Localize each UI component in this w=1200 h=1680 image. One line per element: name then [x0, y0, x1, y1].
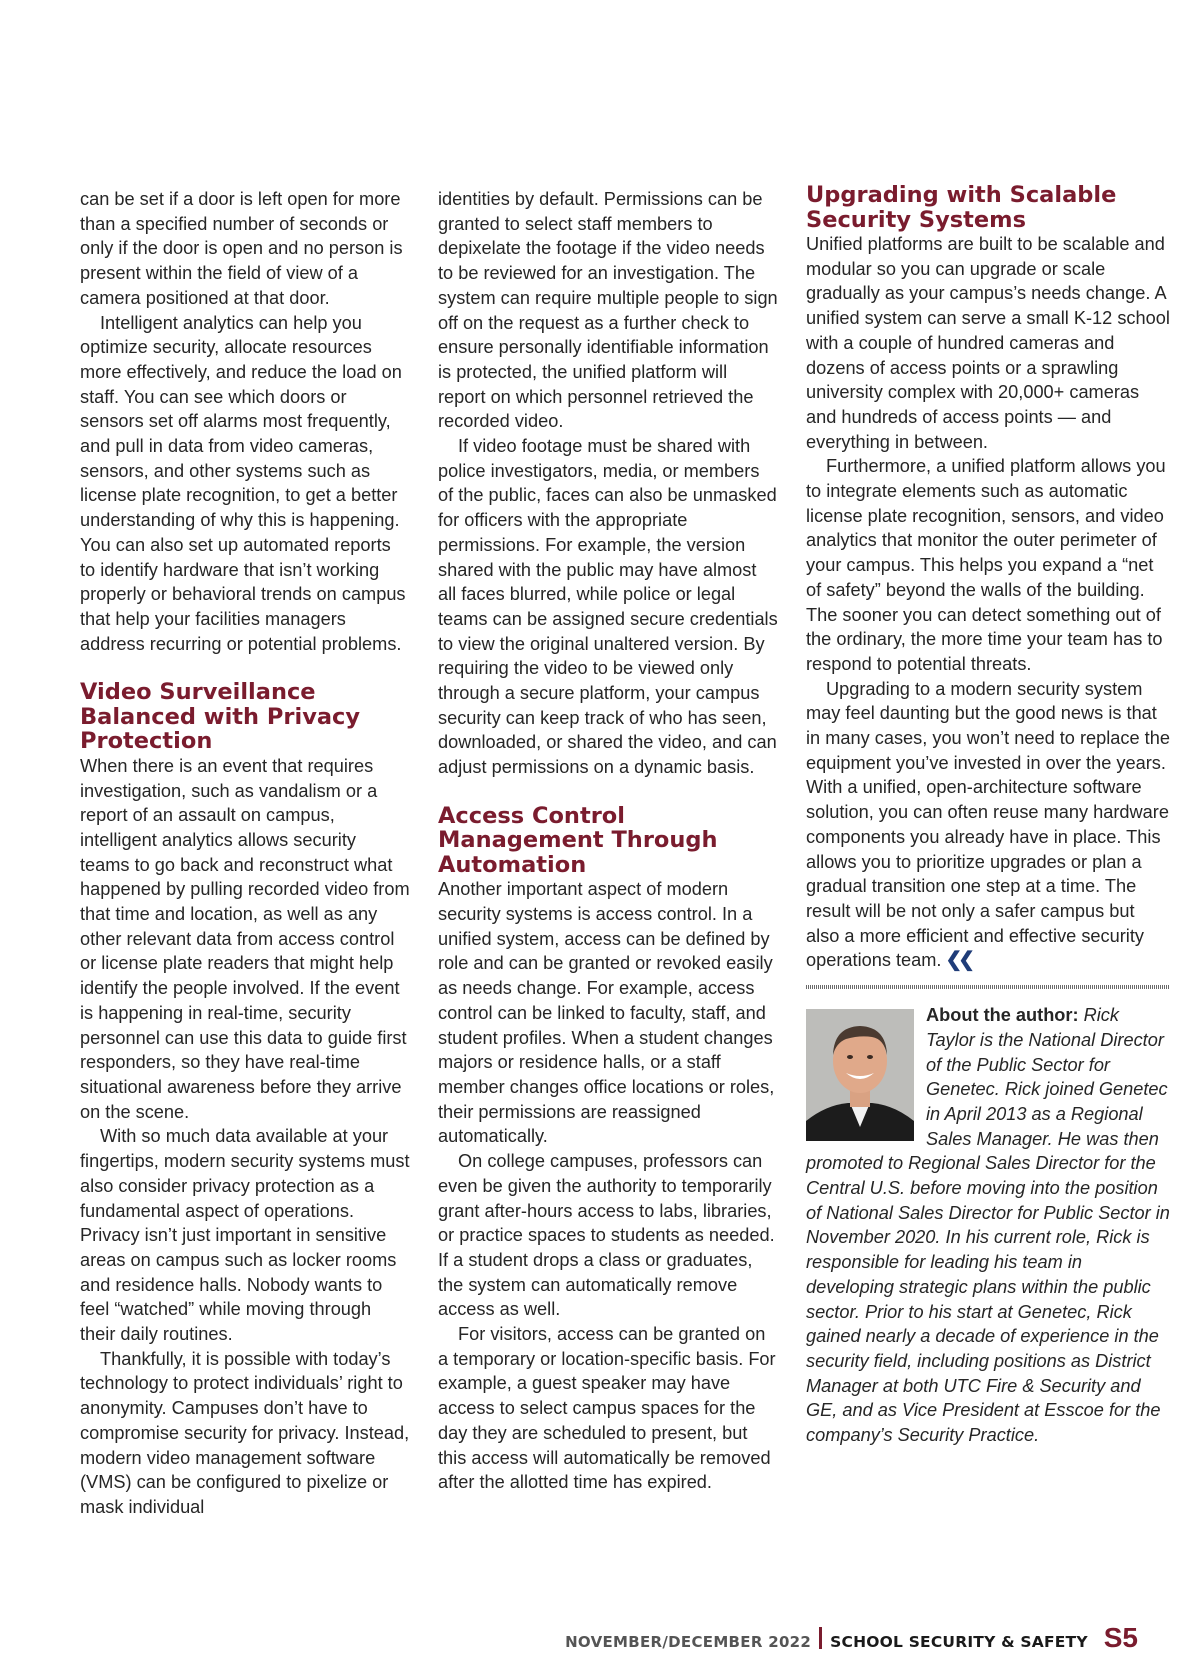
issue-date: NOVEMBER/DECEMBER 2022	[565, 1633, 812, 1651]
body-paragraph-text: Upgrading to a modern security system may feel daunting but the good news is that in many cases, you won’t need to replace the equipment you’ve invested in over the years. With a unified, open-architecture software solution, you can often reuse many hardware components you already have in place. This allows you to prioritize upgrades or plan a gradual transition one step at a time. The result will be not only a safer campus but also a more efficient and effective security operations team.	[806, 678, 1170, 971]
author-portrait-icon	[806, 1009, 914, 1141]
divider	[806, 985, 1170, 989]
article-column-1	[80, 187, 410, 1520]
body-paragraph: Intelligent analytics can help you optimize security, allocate resources more effectively, and reduce the load on staff. You can see which doors or sensors set off alarms most frequently, and pull in data from video cameras, sensors, and other systems such as license plate recognition, to get a better understanding of why this is happening. You can also set up automated reports to identify hardware that isn’t working properly or behavioral trends on campus that help your facilities managers address recurring or potential problems.	[80, 312, 406, 654]
page-footer	[565, 1622, 1138, 1654]
body-paragraph: Unified platforms are built to be scalable and modular so you can upgrade or scale gradually as your campus’s needs change. A unified system can serve a small K-12 school with a couple of hundred cameras and dozens of access points or a sprawling university complex with 20,000+ cameras and hundreds of access points — and everything in between.	[806, 234, 1170, 452]
end-of-article-icon: ❮❮	[945, 949, 971, 972]
author-box	[806, 1003, 1170, 1448]
body-paragraph: Thankfully, it is possible with today’s technology to protect individuals’ right to anonymity. Campuses don’t have to compromise security for privacy. Instead, modern video management software (VMS) can be configured to pixelize or mask individual	[80, 1348, 410, 1517]
body-paragraph: For visitors, access can be granted on a temporary or location-specific basis. For example, a guest speaker may have access to select campus spaces for the day they are scheduled to present, but this access will automatically be removed after the allotted time has expired.	[438, 1324, 776, 1493]
section-heading-scalable: Upgrading with Scalable Security Systems	[806, 182, 1117, 233]
body-paragraph	[806, 677, 1170, 973]
author-photo	[806, 1009, 914, 1141]
author-label: About the author:	[926, 1005, 1079, 1026]
article-column-2	[438, 187, 778, 1495]
section-heading-access-control: Access Control Management Through Automation	[438, 802, 718, 878]
body-paragraph: Another important aspect of modern security systems is access control. In a unified system, access can be defined by role and can be granted or revoked easily as needs change. For example, access control can be linked to faculty, staff, and student profiles. When a student changes majors or residence halls, or a staff member changes office locations or roles, their permissions are reassigned automatically.	[438, 879, 775, 1147]
body-paragraph: Furthermore, a unified platform allows you to integrate elements such as automatic license plate recognition, sensors, and video analytics that monitor the outer perimeter of your campus. This helps you expand a “net of safety” beyond the walls of the building. The sooner you can detect something out of the ordinary, the more time your team has to respond to potential threats.	[806, 456, 1166, 674]
page-number: S5	[1103, 1622, 1138, 1653]
body-paragraph: On college campuses, professors can even be given the authority to temporarily grant after-hours access to labs, libraries, or practice spaces to students as needed. If a student drops a class or graduates, the system can automatically remove access as well.	[438, 1151, 775, 1320]
body-paragraph: When there is an event that requires investigation, such as vandalism or a report of an assault on campus, intelligent analytics allows security teams to go back and reconstruct what happened by pulling recorded video from that time and location, as well as any other relevant data from access control or license plate readers that might help identify the people involved. If the event is happening in real-time, security personnel can use this data to guide first responders, so they have real-time situational awareness before they arrive on the scene.	[80, 755, 410, 1122]
body-paragraph: can be set if a door is left open for more than a specified number of seconds or only if the door is open and no person is present within the field of view of a camera positioned at that door.	[80, 189, 403, 308]
article-column-3	[806, 182, 1170, 1448]
section-heading-privacy: Video Surveillance Balanced with Privacy Protection	[80, 679, 361, 755]
magazine-title: SCHOOL SECURITY & SAFETY	[830, 1633, 1088, 1651]
body-paragraph: If video footage must be shared with police investigators, media, or members of the public, faces can also be unmasked for officers with the appropriate permissions. For example, the version shared with the public may have almost all faces blurred, while police or legal teams can be assigned secure credentials to view the original unaltered version. By requiring the video to be viewed only through a secure platform, your campus security can keep track of who has seen, downloaded, or shared the video, and can adjust permissions on a dynamic basis.	[438, 436, 778, 778]
footer-divider	[819, 1627, 822, 1649]
body-paragraph: identities by default. Permissions can be granted to select staff members to depixelate the footage if the video needs to be reviewed for an investigation. The system can require multiple people to sign off on the request as a further check to ensure personally identifiable information is protected, the unified platform will report on which personnel retrieved the recorded video.	[438, 189, 778, 432]
author-bio-text: Rick Taylor is the National Director of the Public Sector for Genetec. Rick joined Genetec in April 2013 as a Regional Sales Manager. He was then promoted to Regional Sales Director for the Central U.S. before moving into the position of National Sales Director for Public Sector in November 2020. In his current role, Rick is responsible for leading his team in developing strategic plans within the public sector. Prior to his start at Genetec, Rick gained nearly a decade of experience in the security field, including positions as District Manager at both UTC Fire & Security and GE, and as Vice President at Esscoe for the company’s Security Practice.	[806, 1005, 1170, 1446]
body-paragraph: With so much data available at your fingertips, modern security systems must also consider privacy protection as a fundamental aspect of operations. Privacy isn’t just important in sensitive areas on campus such as locker rooms and residence halls. Nobody wants to feel “watched” while moving through their daily routines.	[80, 1126, 410, 1345]
